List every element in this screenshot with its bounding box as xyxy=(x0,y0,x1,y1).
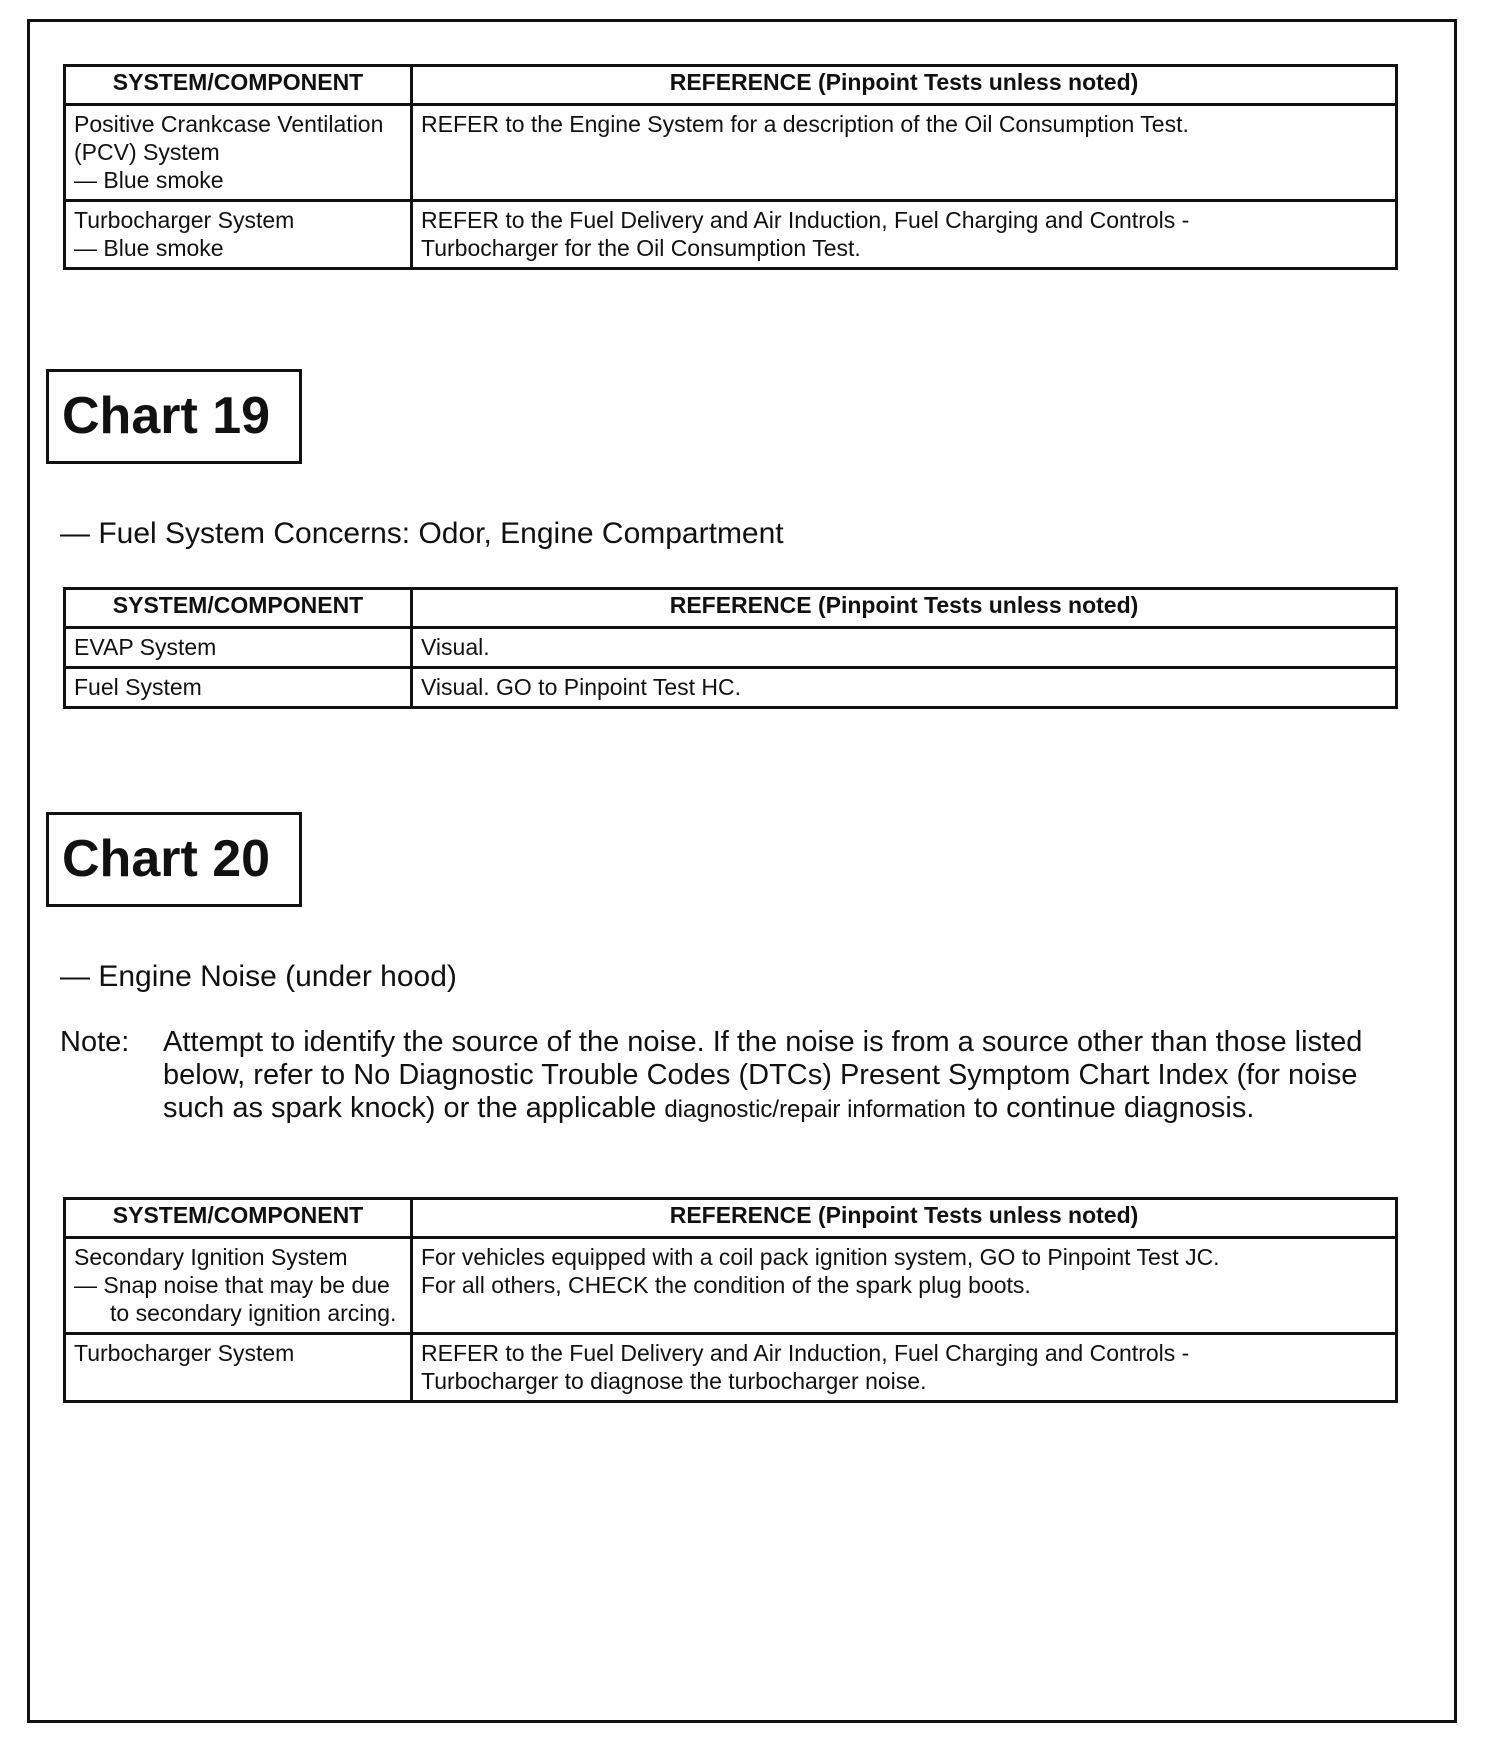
chart-19-title: Chart 19 xyxy=(46,369,302,464)
reference-header: REFERENCE (Pinpoint Tests unless noted) xyxy=(412,1199,1397,1238)
reference-cell: Visual. GO to Pinpoint Test HC. xyxy=(412,668,1397,708)
table-row xyxy=(65,668,1397,708)
table-row xyxy=(65,628,1397,668)
reference-table-chart-19 xyxy=(63,587,1398,709)
table-header-row xyxy=(65,66,1397,105)
chart-20-title: Chart 20 xyxy=(46,812,302,907)
system-cell: EVAP System xyxy=(65,628,412,668)
system-cell: Fuel System xyxy=(65,668,412,708)
reference-cell: REFER to the Engine System for a description of the Oil Consumption Test. xyxy=(412,105,1397,201)
reference-header: REFERENCE (Pinpoint Tests unless noted) xyxy=(412,589,1397,628)
system-cell: Positive Crankcase Ventilation (PCV) System — Blue smoke xyxy=(65,105,412,201)
reference-header: REFERENCE (Pinpoint Tests unless noted) xyxy=(412,66,1397,105)
reference-cell: REFER to the Fuel Delivery and Air Induction, Fuel Charging and Controls - Turbocharger for the Oil Consumption Test. xyxy=(412,201,1397,269)
reference-table-chart-20 xyxy=(63,1197,1398,1403)
reference-cell: REFER to the Fuel Delivery and Air Induction, Fuel Charging and Controls - Turbocharger to diagnose the turbocharger noise. xyxy=(412,1334,1397,1402)
system-cell: Secondary Ignition System — Snap noise that may be due to secondary ignition arcing. xyxy=(65,1238,412,1334)
note-label: Note: xyxy=(60,1026,130,1058)
table-header-row xyxy=(65,589,1397,628)
table-row xyxy=(65,201,1397,269)
note-block xyxy=(60,1026,1400,1126)
system-component-header: SYSTEM/COMPONENT xyxy=(65,589,412,628)
table-header-row xyxy=(65,1199,1397,1238)
system-component-header: SYSTEM/COMPONENT xyxy=(65,1199,412,1238)
table-row xyxy=(65,1334,1397,1402)
note-text: Attempt to identify the source of the noise. If the noise is from a source other than those listed below, refer to No Diagnostic Trouble Codes (DTCs) Present Symptom Chart Index (for noise such as spark knock) or the applicable diagnostic/repair information to continue diagnosis. xyxy=(163,1026,1363,1124)
chart-20-description: — Engine Noise (under hood) xyxy=(60,960,457,993)
reference-cell: Visual. xyxy=(412,628,1397,668)
reference-table-top xyxy=(63,64,1398,270)
table-row xyxy=(65,1238,1397,1334)
chart-19-description: — Fuel System Concerns: Odor, Engine Compartment xyxy=(60,517,784,550)
system-cell: Turbocharger System xyxy=(65,1334,412,1402)
reference-cell: For vehicles equipped with a coil pack ignition system, GO to Pinpoint Test JC. For all others, CHECK the condition of the spark plug boots. xyxy=(412,1238,1397,1334)
system-component-header: SYSTEM/COMPONENT xyxy=(65,66,412,105)
system-cell: Turbocharger System — Blue smoke xyxy=(65,201,412,269)
table-row xyxy=(65,105,1397,201)
